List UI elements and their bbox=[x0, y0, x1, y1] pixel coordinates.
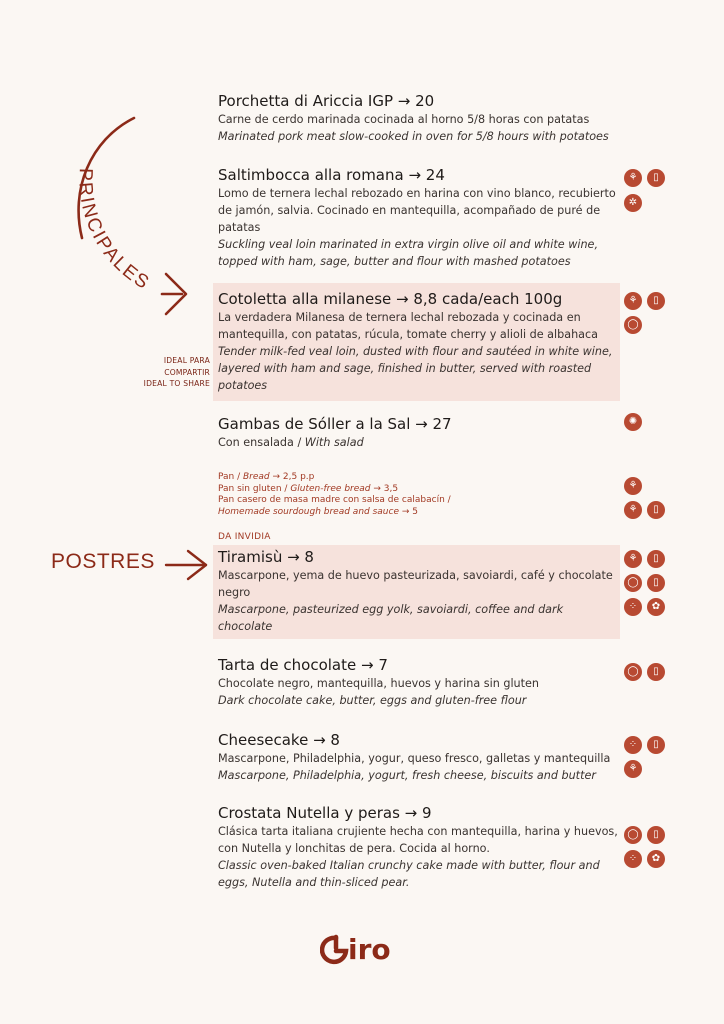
item-desc-es: Mascarpone, yema de huevo pasteurizada, savoiardi, café y chocolate negro bbox=[218, 569, 613, 599]
item-title: Tarta de chocolate → 7 bbox=[218, 656, 388, 674]
milk-icon: ▯ bbox=[647, 169, 665, 187]
item-desc-es: Lomo de ternera lechal rebozado en harina con vino blanco, recubierto de jamón, salvia. Cocinado en mantequilla, acompañado de puré de patatas bbox=[218, 187, 616, 234]
item-desc-en: Tender milk-fed veal loin, dusted with flour and sautéed in white wine, layered with ham and sage, finished in butter, served with roasted potatoes bbox=[218, 344, 613, 392]
item-title: Crostata Nutella y peras → 9 bbox=[218, 804, 432, 822]
gluten-icon: ⚘ bbox=[624, 169, 642, 187]
item-desc-en: Suckling veal loin marinated in extra virgin olive oil and white wine, topped with ham, sage, butter and flour with mashed potatoes bbox=[218, 237, 598, 268]
item-title: Saltimbocca alla romana → 24 bbox=[218, 166, 445, 184]
milk-icon: ▯ bbox=[647, 663, 665, 681]
menu-item-crostata bbox=[218, 804, 618, 892]
crustacean-icon: ✺ bbox=[624, 413, 642, 431]
ideal-note: IDEAL PARA COMPARTIR IDEAL TO SHARE bbox=[143, 356, 210, 388]
da-invidia-label: DA INVIDIA bbox=[218, 532, 271, 542]
menu-item-cotoletta bbox=[218, 290, 618, 395]
bread-item: Pan / Bread → 2,5 p.p bbox=[218, 472, 315, 482]
gluten-icon: ⚘ bbox=[624, 292, 642, 310]
milk-icon: ▯ bbox=[647, 501, 665, 519]
item-desc-es: Carne de cerdo marinada cocinada al horno 5/8 horas con patatas bbox=[218, 113, 590, 126]
bread-item: Pan sin gluten / Gluten-free bread → 3,5 bbox=[218, 483, 399, 494]
gluten-icon: ⚘ bbox=[624, 550, 642, 568]
soy-icon: ⁘ bbox=[624, 736, 642, 754]
gluten-icon: ⚘ bbox=[624, 477, 642, 495]
item-desc-es: La verdadera Milanesa de ternera lechal rebozada y cocinada en mantequilla, con patatas, rúcula, tomate cherry y alioli de albahaca bbox=[218, 311, 599, 341]
gluten-icon: ⚘ bbox=[624, 501, 642, 519]
item-desc-es: Chocolate negro, mantequilla, huevos y harina sin gluten bbox=[218, 677, 540, 690]
item-desc-en: Dark chocolate cake, butter, eggs and gluten-free flour bbox=[218, 693, 527, 707]
item-title: Cotoletta alla milanese → 8,8 cada/each 100g bbox=[218, 290, 563, 308]
item-desc-en: Mascarpone, pasteurized egg yolk, savoiardi, coffee and dark chocolate bbox=[218, 602, 564, 633]
postres-arrow bbox=[162, 548, 212, 582]
item-desc: Con ensalada / With salad bbox=[218, 436, 364, 449]
soy-icon: ⁘ bbox=[624, 598, 642, 616]
milk-icon: ▯ bbox=[647, 736, 665, 754]
item-title: Porchetta di Ariccia IGP → 20 bbox=[218, 92, 435, 110]
egg-icon: ◯ bbox=[624, 574, 642, 592]
menu-item-saltimbocca bbox=[218, 166, 620, 271]
nuts-icon: ✿ bbox=[647, 598, 665, 616]
item-title: Gambas de Sóller a la Sal → 27 bbox=[218, 415, 452, 433]
item-desc-es: Clásica tarta italiana crujiente hecha con mantequilla, harina y huevos, con Nutella y lonchitas de pera. Cocida al horno. bbox=[218, 825, 618, 855]
menu-item-cheesecake bbox=[218, 731, 618, 785]
soy-icon: ⁘ bbox=[624, 850, 642, 868]
milk-icon: ▯ bbox=[647, 292, 665, 310]
bread-item: Pan casero de masa madre con salsa de calabacín / bbox=[218, 495, 451, 505]
giro-logo bbox=[320, 932, 410, 972]
item-desc-en: Classic oven-baked Italian crunchy cake made with butter, flour and eggs, Nutella and thin-sliced pear. bbox=[218, 858, 600, 889]
item-desc-es: Mascarpone, Philadelphia, yogur, queso fresco, galletas y mantequilla bbox=[218, 752, 611, 765]
sulphite-icon: ✲ bbox=[624, 194, 642, 212]
nuts-icon: ✿ bbox=[647, 850, 665, 868]
logo-text: iro bbox=[348, 933, 391, 966]
principales-label: PRINCIPALES bbox=[74, 167, 154, 295]
milk-icon: ▯ bbox=[647, 826, 665, 844]
item-title: Tiramisù → 8 bbox=[218, 548, 314, 566]
egg-icon: ◯ bbox=[624, 663, 642, 681]
bread-list bbox=[218, 472, 618, 518]
postres-label: POSTRES bbox=[51, 550, 155, 573]
milk-icon: ▯ bbox=[647, 550, 665, 568]
gluten-icon: ⚘ bbox=[624, 760, 642, 778]
milk-icon: ▯ bbox=[647, 574, 665, 592]
item-desc-en: Mascarpone, Philadelphia, yogurt, fresh cheese, biscuits and butter bbox=[218, 768, 596, 782]
egg-icon: ◯ bbox=[624, 316, 642, 334]
egg-icon: ◯ bbox=[624, 826, 642, 844]
menu-item-tiramisu bbox=[218, 548, 618, 636]
menu-item-gambas bbox=[218, 415, 618, 452]
menu-item-porchetta bbox=[218, 92, 618, 146]
item-title: Cheesecake → 8 bbox=[218, 731, 340, 749]
menu-item-tarta-chocolate bbox=[218, 656, 618, 710]
bread-item: Homemade sourdough bread and sauce → 5 bbox=[218, 506, 418, 517]
principales-arc bbox=[60, 110, 200, 320]
item-desc-en: Marinated pork meat slow-cooked in oven for 5/8 hours with potatoes bbox=[218, 129, 609, 143]
logo-g-icon bbox=[320, 934, 350, 968]
